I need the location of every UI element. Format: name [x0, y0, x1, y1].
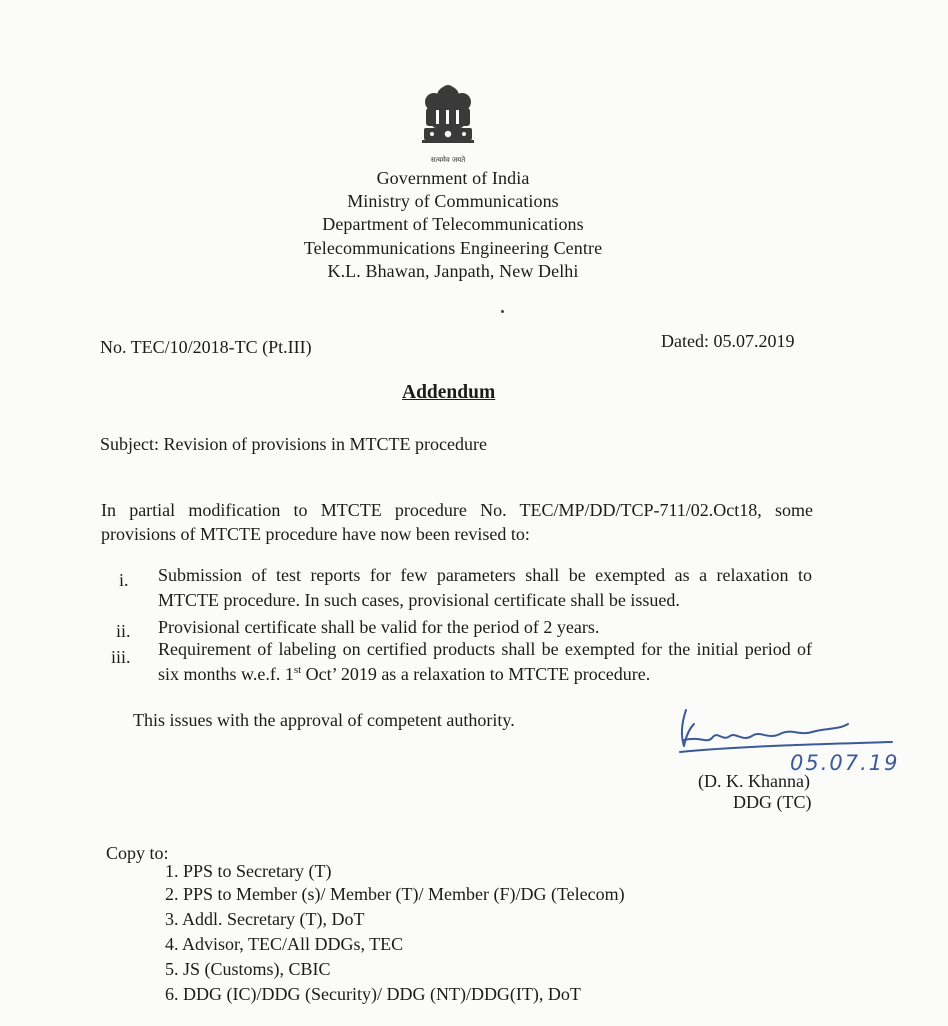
ordinal-suffix: st: [293, 664, 302, 676]
ink-speck: [501, 310, 504, 313]
header-line-centre: Telecommunications Engineering Centre: [303, 238, 603, 258]
document-date: Dated: 05.07.2019: [661, 331, 795, 351]
signatory-name: (D. K. Khanna): [698, 771, 810, 791]
copy-to-item: 6. DDG (IC)/DDG (Security)/ DDG (NT)/DDG(IT), DoT: [165, 984, 581, 1004]
item-text: Provisional certificate shall be valid for the period of 2 years.: [158, 617, 600, 637]
header-line-ministry: Ministry of Communications: [347, 191, 559, 211]
item-number: ii.: [116, 621, 131, 641]
reference-number: No. TEC/10/2018-TC (Pt.III): [100, 337, 312, 357]
signatory-designation: DDG (TC): [733, 792, 812, 812]
header-line-address: K.L. Bhawan, Janpath, New Delhi: [327, 261, 579, 281]
emblem-caption: सत्यमेव जयते: [430, 156, 466, 164]
item-number: i.: [119, 570, 129, 590]
item-number: iii.: [111, 647, 131, 667]
copy-to-label: Copy to:: [106, 843, 169, 863]
copy-to-item: 5. JS (Customs), CBIC: [165, 959, 331, 979]
header-line-department: Department of Telecommunications: [322, 214, 584, 234]
document-title: Addendum: [402, 382, 496, 403]
copy-to-item: 1. PPS to Secretary (T): [165, 861, 332, 881]
copy-to-item: 3. Addl. Secretary (T), DoT: [165, 909, 365, 929]
intro-paragraph: In partial modification to MTCTE procedure No. TEC/MP/DD/TCP-711/02.Oct18, some provisions of MTCTE procedure have now been revised to:: [101, 500, 813, 544]
subject-line: Subject: Revision of provisions in MTCTE procedure: [100, 434, 487, 454]
item-text: [158, 637, 812, 687]
copy-to-item: 4. Advisor, TEC/All DDGs, TEC: [165, 934, 404, 954]
approval-statement: This issues with the approval of competent authority.: [133, 710, 515, 730]
handwritten-date: 05.07.19: [790, 751, 900, 775]
copy-to-item: 2. PPS to Member (s)/ Member (T)/ Member (F)/DG (Telecom): [165, 884, 625, 904]
national-emblem-icon: [412, 82, 484, 166]
item-text: Submission of test reports for few parameters shall be exempted as a relaxation to MTCTE procedure. In such cases, provisional certificate shall be issued.: [158, 565, 812, 610]
item-text-start: Requirement of labeling on certified products shall be exempted for the initial period of six months w.e.f. 1: [158, 639, 812, 684]
header-line-government: Government of India: [376, 168, 530, 188]
item-text-end: Oct’ 2019 as a relaxation to MTCTE procedure.: [301, 664, 651, 684]
